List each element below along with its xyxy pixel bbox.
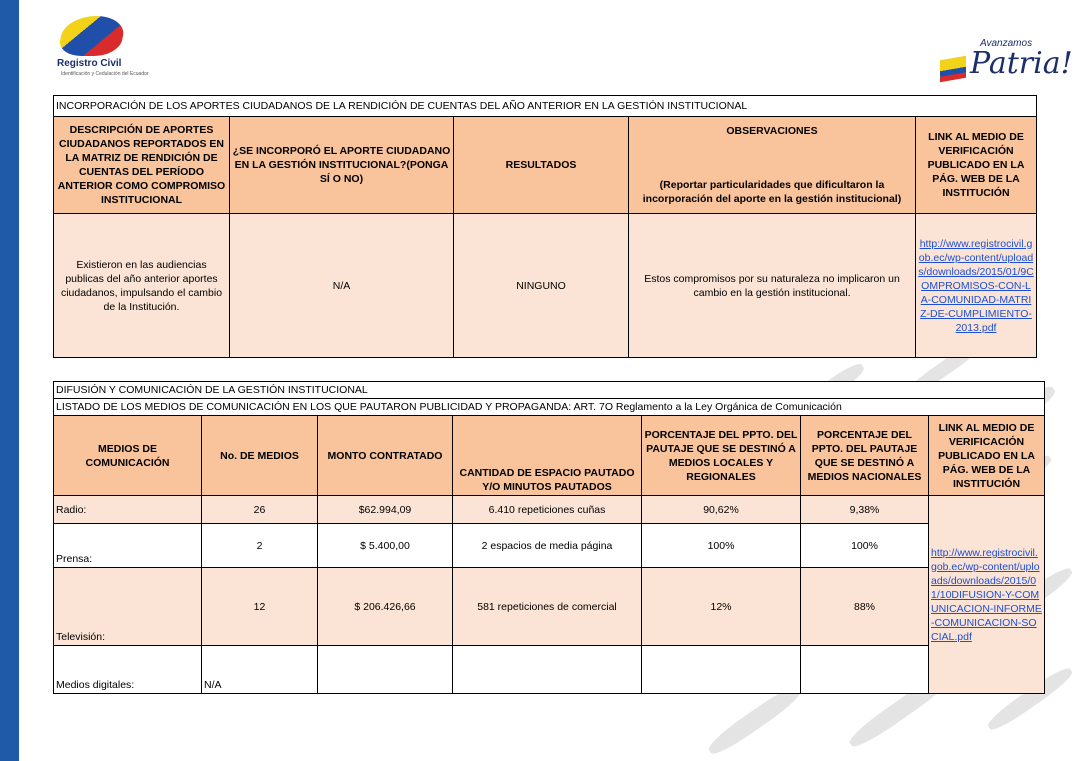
header-link-2: LINK AL MEDIO DE VERIFICACIÓN PUBLICADO EN LA PÁG. WEB DE LA INSTITUCIÓN [929, 416, 1045, 496]
row-radio-cantidad: 6.410 repeticiones cuñas [453, 496, 642, 524]
row-radio-medio: Radio: [54, 496, 202, 524]
cell-resultados: NINGUNO [454, 214, 629, 358]
table-row [54, 496, 1045, 524]
logo-left-subtitle: Identificación y Cedulación del Ecuador [61, 71, 149, 77]
row-radio-locales: 90,62% [642, 496, 801, 524]
table1-title: INCORPORACIÓN DE LOS APORTES CIUDADANOS DE LA RENDICIÓN DE CUENTAS DEL AÑO ANTERIOR EN LA GESTIÓN INSTITUCIONAL [54, 96, 1037, 117]
cell-link [916, 214, 1037, 358]
row-prensa-nacionales: 100% [801, 524, 929, 568]
aportes-ciudadanos-table [53, 95, 1037, 358]
header-locales: PORCENTAJE DEL PPTO. DEL PAUTAJE QUE SE DESTINÓ A MEDIOS LOCALES Y REGIONALES [642, 416, 801, 496]
header-observaciones-label: OBSERVACIONES [726, 125, 818, 137]
registro-civil-emblem-icon [57, 16, 128, 56]
row-prensa-medio: Prensa: [54, 524, 202, 568]
header-incorporo: ¿SE INCORPORÓ EL APORTE CIUDADANO EN LA GESTIÓN INSTITUCIONAL?(PONGA SÍ O NO) [230, 117, 454, 214]
header-resultados: RESULTADOS [454, 117, 629, 214]
header-numero: No. DE MEDIOS [202, 416, 318, 496]
row-prensa-locales: 100% [642, 524, 801, 568]
table2-title: DIFUSIÓN Y COMUNICACIÓN DE LA GESTIÓN INSTITUCIONAL [54, 382, 1045, 399]
cell-link-2 [929, 496, 1045, 694]
cell-observaciones: Estos compromisos por su naturaleza no implicaron un cambio en la gestión institucional. [629, 214, 916, 358]
row-radio-nacionales: 9,38% [801, 496, 929, 524]
cell-incorporo: N/A [230, 214, 454, 358]
row-digital-nacionales [801, 646, 929, 694]
registro-civil-logo [55, 14, 149, 84]
row-digital-numero: N/A [202, 646, 318, 694]
difusion-comunicacion-table [53, 381, 1045, 694]
row-digital-monto [318, 646, 453, 694]
row-prensa-cantidad: 2 espacios de media página [453, 524, 642, 568]
row-digital-locales [642, 646, 801, 694]
row-radio-monto: $62.994,09 [318, 496, 453, 524]
left-accent-bar [0, 0, 19, 761]
row-tv-monto: $ 206.426,66 [318, 568, 453, 646]
logo-right-big-text: Patria! [970, 46, 1073, 81]
row-digital-medio: Medios digitales: [54, 646, 202, 694]
header-observaciones-sub: (Reportar particularidades que dificultaron la incorporación del aporte en la gestión institucional) [642, 179, 902, 205]
header-descripcion: DESCRIPCIÓN DE APORTES CIUDADANOS REPORTADOS EN LA MATRIZ DE RENDICIÓN DE CUENTAS DEL PERÍODO ANTERIOR COMO COMPROMISO INSTITUCIONAL [54, 117, 230, 214]
logo-right-small-text: Avanzamos [980, 38, 1033, 49]
table-row [54, 646, 1045, 694]
table2-subtitle: LISTADO DE LOS MEDIOS DE COMUNICACIÓN EN LOS QUE PAUTARON PUBLICIDAD Y PROPAGANDA: ART. 7O Reglamento a la Ley Orgánica de Comunicación [54, 399, 1045, 416]
table-row [54, 568, 1045, 646]
header-cantidad: CANTIDAD DE ESPACIO PAUTADO Y/O MINUTOS PAUTADOS [453, 416, 642, 496]
logo-left-name: Registro Civil [57, 58, 122, 69]
row-tv-locales: 12% [642, 568, 801, 646]
header-medios: MEDIOS DE COMUNICACIÓN [54, 416, 202, 496]
row-tv-medio: Televisión: [54, 568, 202, 646]
row-tv-nacionales: 88% [801, 568, 929, 646]
header-nacionales: PORCENTAJE DEL PPTO. DEL PAUTAJE QUE SE DESTINÓ A MEDIOS NACIONALES [801, 416, 929, 496]
row-digital-cantidad [453, 646, 642, 694]
verification-link-compromisos[interactable]: http://www.registrocivil.gob.ec/wp-content/uploads/downloads/2015/01/9COMPROMISOS-CON-LA-COMUNIDAD-MATRIZ-DE-CUMPLIMIENTO-2013.pdf [918, 237, 1034, 334]
header-observaciones [629, 117, 916, 214]
row-prensa-monto: $ 5.400,00 [318, 524, 453, 568]
ecuador-flag-icon [940, 56, 966, 83]
header-monto: MONTO CONTRATADO [318, 416, 453, 496]
verification-link-difusion[interactable]: http://www.registrocivil.gob.ec/wp-content/uploads/downloads/2015/01/10DIFUSION-Y-COMUNICACION-INFORME-COMUNICACION-SOCIAL.pdf [931, 546, 1042, 643]
header-link: LINK AL MEDIO DE VERIFICACIÓN PUBLICADO EN LA PÁG. WEB DE LA INSTITUCIÓN [916, 117, 1037, 214]
avanzamos-patria-logo [940, 38, 1073, 86]
row-tv-numero: 12 [202, 568, 318, 646]
row-radio-numero: 26 [202, 496, 318, 524]
table-row [54, 524, 1045, 568]
cell-descripcion: Existieron en las audiencias publicas del año anterior aportes ciudadanos, impulsando el cambio de la Institución. [54, 214, 230, 358]
row-tv-cantidad: 581 repeticiones de comercial [453, 568, 642, 646]
row-prensa-numero: 2 [202, 524, 318, 568]
